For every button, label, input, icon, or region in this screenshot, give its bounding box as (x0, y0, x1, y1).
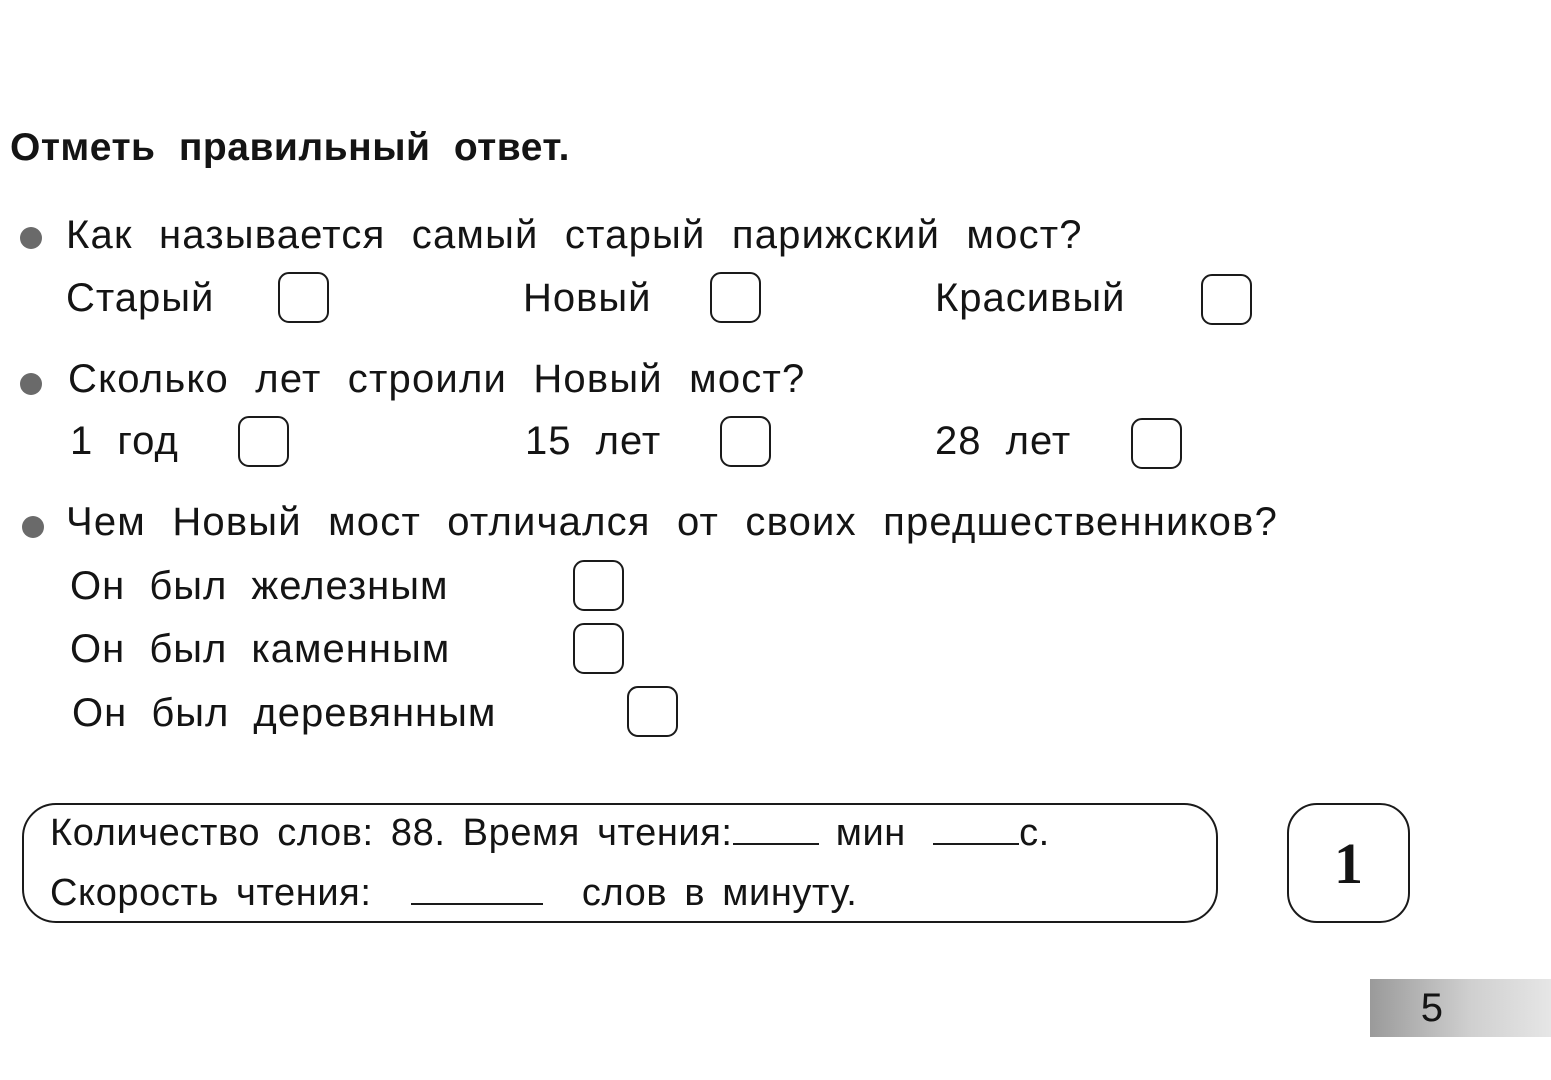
q2-option-3-label: 28 лет (935, 419, 1072, 463)
q3-option-1-label: Он был железным (70, 564, 449, 608)
question-2-text: Сколько лет строили Новый мост? (68, 357, 806, 401)
q2-option-1-label: 1 год (70, 419, 179, 463)
speed-blank[interactable] (411, 873, 543, 905)
q1-option-1-checkbox[interactable] (278, 272, 329, 323)
q2-option-3-checkbox[interactable] (1131, 418, 1182, 469)
question-1-text: Как называется самый старый парижский мост? (66, 213, 1083, 257)
seconds-blank[interactable] (933, 813, 1019, 845)
reading-speed-line (50, 872, 857, 915)
page-number: 5 (1370, 979, 1551, 1037)
q1-option-2-label: Новый (523, 276, 652, 320)
speed-label: Скорость чтения: (50, 872, 372, 914)
q1-option-2-checkbox[interactable] (710, 272, 761, 323)
q2-option-2-checkbox[interactable] (720, 416, 771, 467)
seconds-label: с. (1019, 812, 1050, 854)
q3-option-1-checkbox[interactable] (573, 560, 624, 611)
reading-time-line (50, 812, 1050, 855)
text-number-badge: 1 (1287, 803, 1410, 923)
minutes-blank[interactable] (733, 813, 819, 845)
q2-option-2-label: 15 лет (525, 419, 662, 463)
q1-option-3-checkbox[interactable] (1201, 274, 1252, 325)
q3-option-3-label: Он был деревянным (72, 691, 497, 735)
question-3-text: Чем Новый мост отличался от своих предшественников? (66, 500, 1279, 544)
minutes-label: мин (835, 812, 906, 854)
speed-unit-label: слов в минуту. (581, 872, 858, 914)
word-count-label: Количество слов: 88. Время чтения: (50, 812, 733, 854)
bullet-icon (22, 516, 44, 538)
bullet-icon (20, 227, 42, 249)
q3-option-2-label: Он был каменным (70, 627, 451, 671)
q1-option-1-label: Старый (66, 276, 215, 320)
q3-option-2-checkbox[interactable] (573, 623, 624, 674)
q2-option-1-checkbox[interactable] (238, 416, 289, 467)
task-title: Отметь правильный ответ. (10, 126, 570, 169)
q1-option-3-label: Красивый (935, 276, 1126, 320)
q3-option-3-checkbox[interactable] (627, 686, 678, 737)
bullet-icon (20, 373, 42, 395)
